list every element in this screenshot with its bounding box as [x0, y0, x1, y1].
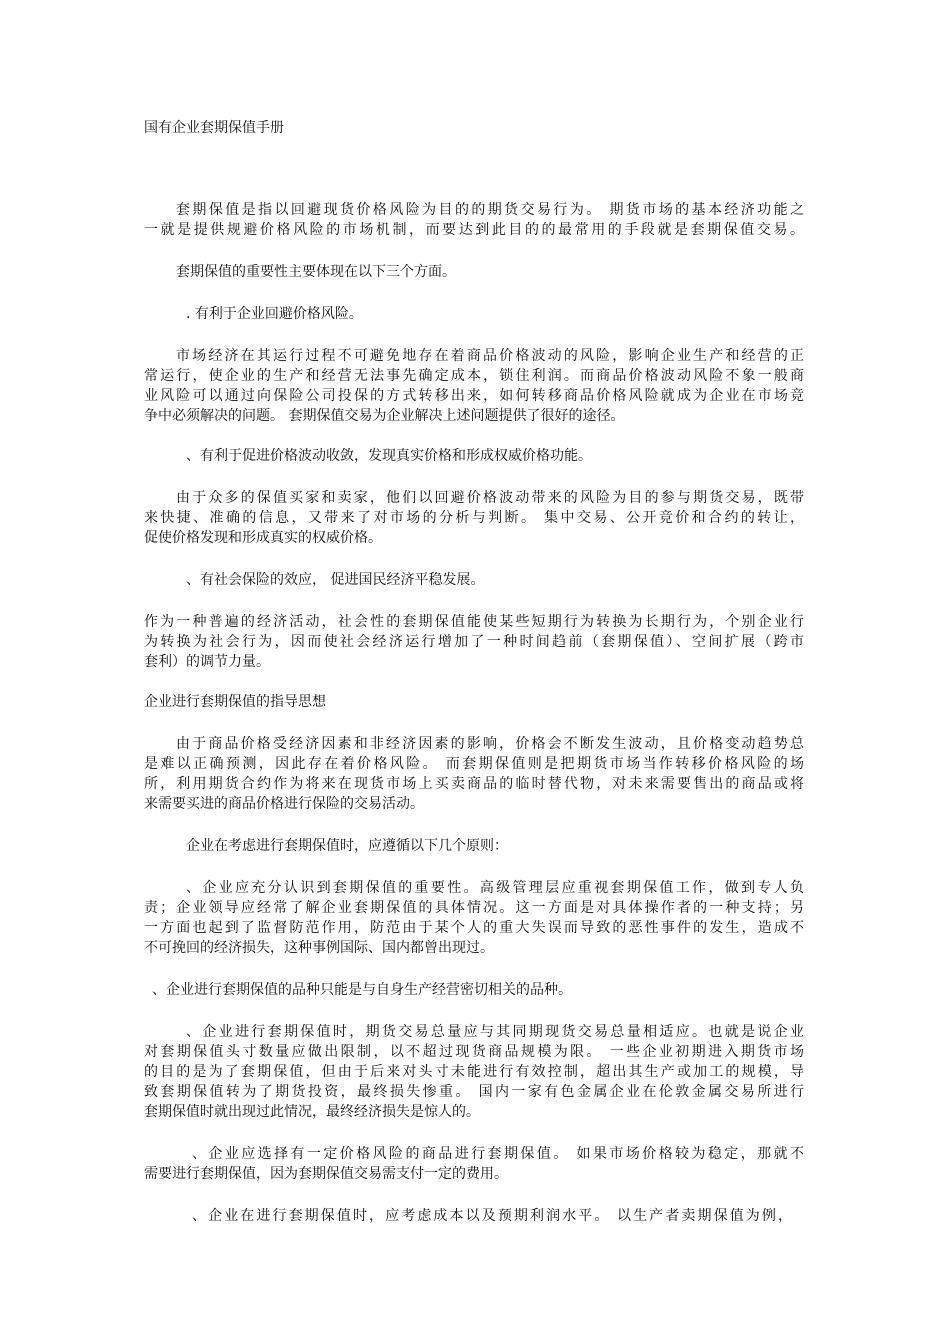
paragraph-line: 套期保值时就出现过此情况，最终经济损失是惊人的。 [144, 1104, 480, 1120]
paragraph-line: 一方面也起到了监督防范作用，防范由于某个人的重大失误而导致的恶性事件的发生，造成不 [144, 920, 804, 936]
paragraph-line: 、企业应充分认识到套期保值的重要性。高级管理层应重视套期保值工作，做到专人负 [186, 880, 804, 896]
paragraph-line: 所，利用期货合约作为将来在现货市场上买卖商品的临时替代物，对未来需要售出的商品或将 [144, 776, 804, 792]
paragraph-line: 套期保值的重要性主要体现在以下三个方面。 [176, 264, 456, 280]
paragraph-line: 责；企业领导应经常了解企业套期保值的具体情况。这一方面是对具体操作者的一种支持；另 [144, 900, 804, 916]
paragraph-line: 、企业在进行套期保值时，应考虑成本以及预期利润水平。 以生产者卖期保值为例， [192, 1208, 792, 1224]
paragraph-line: 不可挽回的经济损失，这种事例国际、国内都曾出现过。 [144, 940, 494, 956]
list-heading: 、有社会保险的效应， 促进国民经济平稳发展。 [186, 572, 485, 588]
paragraph-line: 一就是提供规避价格风险的市场机制，而要达到此目的的最常用的手段就是套期保值交易。 [144, 222, 804, 238]
list-heading: . 有利于企业回避价格风险。 [186, 306, 363, 322]
paragraph-line: 套期保值是指以回避现货价格风险为目的的期货交易行为。 期货市场的基本经济功能之 [176, 202, 804, 218]
paragraph-line: 致套期保值转为了期货投资，最终损失惨重。 国内一家有色金属企业在伦敦金属交易所进行 [144, 1084, 804, 1100]
paragraph-line: 常运行，使企业的生产和经营无法事先确定成本，锁住利润。而商品价格波动风险不象一般商 [144, 368, 804, 384]
paragraph-line: 作为一种普遍的经济活动，社会性的套期保值能使某些短期行为转换为长期行为，个别企业行 [144, 614, 804, 630]
paragraph-line: 对套期保值头寸数量应做出限制，以不超过现货商品规模为限。 一些企业初期进入期货市场 [144, 1044, 804, 1060]
paragraph-line: 促使价格发现和形成真实的权威价格。 [144, 530, 382, 546]
paragraph-line: 由于众多的保值买家和卖家，他们以回避价格波动带来的风险为目的参与期货交易，既带 [176, 490, 804, 506]
paragraph-line: 市场经济在其运行过程不可避免地存在着商品价格波动的风险，影响企业生产和经营的正 [176, 348, 804, 364]
paragraph-line: 为转换为社会行为，因而使社会经济运行增加了一种时间趋前（套期保值）、空间扩展（跨市 [144, 634, 804, 650]
paragraph-line: 来快捷、准确的信息，又带来了对市场的分析与判断。 集中交易、公开竞价和合约的转让， [144, 510, 804, 526]
paragraph-line: 、企业进行套期保值的品种只能是与自身生产经营密切相关的品种。 [152, 982, 572, 998]
paragraph-line: 来需要买进的商品价格进行保险的交易活动。 [144, 796, 424, 812]
paragraph-line: 套利）的调节力量。 [144, 654, 270, 670]
list-heading: 、有利于促进价格波动收敛，发现真实价格和形成权威价格功能。 [186, 448, 592, 464]
paragraph-line: 、企业进行套期保值时，期货交易总量应与其同期现货交易总量相适应。也就是说企业 [186, 1024, 804, 1040]
section-heading: 企业进行套期保值的指导思想 [144, 694, 326, 710]
document-title: 国有企业套期保值手册 [144, 120, 284, 136]
paragraph-line: 需要进行套期保值，因为套期保值交易需支付一定的费用。 [144, 1166, 508, 1182]
paragraph-line: 争中必须解决的问题。 套期保值交易为企业解决上述问题提供了很好的途径。 [144, 408, 625, 424]
paragraph-line: 是难以正确预测，因此存在着价格风险。 而套期保值则是把期货市场当作转移价格风险的场 [144, 756, 804, 772]
paragraph-line: 由于商品价格受经济因素和非经济因素的影响，价格会不断发生波动，且价格变动趋势总 [176, 736, 804, 752]
paragraph-line: 、企业应选择有一定价格风险的商品进行套期保值。 如果市场价格较为稳定，那就不 [192, 1146, 804, 1162]
paragraph-line: 业风险可以通过向保险公司投保的方式转移出来，如何转移商品价格风险就成为企业在市场竞 [144, 388, 804, 404]
paragraph-line: 的目的是为了套期保值，但由于后来对头寸未能进行有效控制，超出其生产或加工的规模，导 [144, 1064, 804, 1080]
paragraph-line: 企业在考虑进行套期保值时，应遵循以下几个原则： [186, 838, 508, 854]
